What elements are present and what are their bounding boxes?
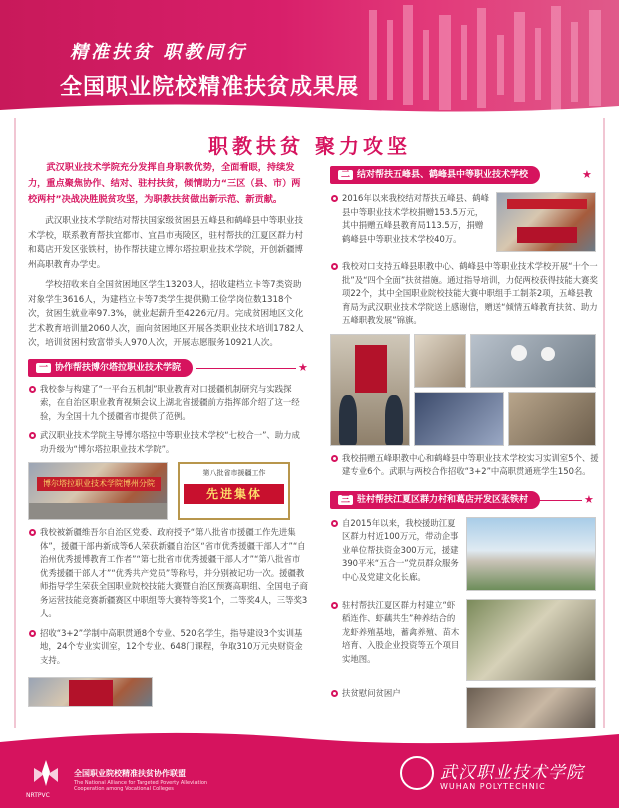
header-banner bbox=[0, 0, 619, 118]
section-1-number: 一 bbox=[36, 363, 51, 373]
section-3-title: 驻村帮扶江夏区群力村和葛店开发区张铁村 bbox=[357, 494, 529, 505]
classroom-photo bbox=[414, 392, 504, 446]
section-3-tab bbox=[330, 491, 540, 509]
list-item: 武汉职业技术学院主导博尔塔拉中等职业技术学校“七校合一”、助力成功升级为“博尔塔拉职业技术学院”。 bbox=[28, 429, 308, 456]
section-3-second-row bbox=[330, 599, 600, 683]
section-2-tab bbox=[330, 166, 540, 184]
section-3-header bbox=[330, 491, 600, 509]
section-2-header bbox=[330, 166, 600, 184]
training-photo-1 bbox=[414, 334, 466, 388]
award-title: 第八批省市援疆工作 bbox=[202, 469, 266, 477]
section-1-title: 协作帮扶博尔塔拉职业技术学院 bbox=[55, 362, 182, 373]
footer bbox=[0, 728, 619, 808]
bullet-icon bbox=[331, 195, 338, 202]
list-item: 我校捐赠五峰职教中心和鹤峰县中等职业技术学校实习实训室5个、援建专业6个。武职与两校合作招收“3+2”中高职贯通班学生150名。 bbox=[330, 452, 600, 479]
list-item: 2016年以来我校结对帮扶五峰县、鹤峰县中等职业技术学校捐赠153.5万元，其中捐赠五峰县教育局113.5万，捐赠鹤峰县中等职业技术学校40万。 bbox=[330, 192, 490, 246]
bullet-icon bbox=[331, 263, 338, 270]
overview-paragraph: 武汉职业技术学院结对帮扶国家级贫困县五峰县和鹤峰县中等职业技术学校，联系教育帮扶宜都市、宜昌市夷陵区，驻村帮扶的江夏区群力村和葛店开发区张铁村，协作帮扶建立博尔塔拉职业技术学院，开创新疆博州高职教育办学史。 bbox=[28, 216, 304, 270]
page-title: 职教扶贫 聚力攻坚 bbox=[208, 134, 411, 158]
header-wave bbox=[0, 100, 619, 118]
section-3-first-row bbox=[330, 517, 600, 593]
footer-wave bbox=[0, 728, 619, 750]
school-name-en: WUHAN POLYTECHNIC bbox=[440, 782, 546, 791]
alliance-abbr: NRTPVC bbox=[26, 792, 50, 799]
exhibition-title: 全国职业院校精准扶贫成果展 bbox=[60, 75, 360, 100]
pennant-photo bbox=[330, 334, 410, 446]
flag-presentation-photo bbox=[28, 677, 153, 707]
right-column bbox=[330, 160, 600, 747]
farming-photo bbox=[466, 599, 596, 681]
star-icon: ★ bbox=[584, 492, 594, 506]
donation-photo bbox=[496, 192, 596, 252]
school-name: 武汉职业技术学院 bbox=[440, 763, 584, 783]
school-emblem-icon bbox=[400, 756, 434, 790]
section-3-rule bbox=[538, 500, 582, 501]
bullet-icon bbox=[29, 529, 36, 536]
bullet-icon bbox=[331, 690, 338, 697]
alliance-logo-icon bbox=[28, 758, 64, 788]
section-2-photos bbox=[330, 334, 600, 446]
section-2-title: 结对帮扶五峰县、鹤峰县中等职业技术学校 bbox=[357, 170, 529, 180]
section-1-photos bbox=[28, 462, 308, 520]
list-item: 我校对口支持五峰县职教中心、鹤峰县中等职业技术学校开展“十个一批”及“四个全面”扶贫措施。通过指导培训，力促两校获得技能大赛奖项22个，其中全国职业院校技能大赛中职组手工制茶2项，五峰县教育局为武汉职业技术学院送上感谢信，赠送“倾情五峰教育扶贫、助力五峰职教发展”锦旗。 bbox=[330, 260, 600, 328]
service-center-photo bbox=[466, 517, 596, 591]
section-2-first-row bbox=[330, 192, 600, 254]
list-item: 扶贫慰问贫困户 bbox=[330, 687, 460, 701]
section-1-tab bbox=[28, 359, 193, 377]
section-1-rule bbox=[196, 368, 296, 369]
campus-photo bbox=[28, 462, 168, 520]
bullet-icon bbox=[331, 455, 338, 462]
alliance-name-en: The National Alliance for Targeted Poverty Alleviation Cooperation among Vocational Colleges bbox=[74, 780, 208, 792]
list-item: 驻村帮扶江夏区群力村建立“虾稻连作、虾藕共生”种养结合的龙虾养殖基地，蓄禽养殖、苗木培育、入股企业投资等五个项目实地图。 bbox=[330, 599, 460, 667]
left-column-photos bbox=[28, 677, 308, 707]
award-main: 先进集体 bbox=[184, 484, 284, 504]
section-1-header bbox=[28, 359, 308, 377]
list-item: 招收“3+2”学制中高职贯通8个专业、520名学生，指导建设3个实训基地，24个专业实训室，12个专业、648门课程，争取310万元央财资金支持。 bbox=[28, 627, 308, 668]
slogan: 精准扶贫 职教同行 bbox=[70, 42, 248, 63]
list-item: 我校参与构建了“一平台五机制”职业教育对口援疆机制研究与实践探索，在自治区职业教育视频会议上湖北省援疆前方指挥部介绍了这一经验，为全国十九个援疆省市提供了范例。 bbox=[28, 383, 308, 424]
left-column bbox=[28, 160, 308, 707]
award-plaque bbox=[178, 462, 290, 520]
alliance-name: 全国职业院校精准扶贫协作联盟 bbox=[74, 769, 186, 778]
star-icon: ★ bbox=[582, 168, 592, 181]
section-3-number: 三 bbox=[338, 495, 353, 505]
robot-photo bbox=[470, 334, 596, 388]
bullet-icon bbox=[331, 520, 338, 527]
bullet-icon bbox=[331, 602, 338, 609]
statistics-paragraph: 学校招收来自全国贫困地区学生13203人，招收建档立卡等7类资助对象学生3616人，为建档立卡等7类学生提供勤工俭学岗位数1318个次，贫困生就业率97.3%，就业起薪升至4226元/月。完成贫困地区文化艺术教育培训量2060人次，面向贫困地区开展各类职业技术培训1782人次，培训贫困村致富带头人970人次，开展志愿服务10921人次。 bbox=[28, 280, 304, 348]
workshop-photo bbox=[508, 392, 596, 446]
intro-paragraph: 武汉职业技术学院充分发挥自身职教优势，全面看眼，持续发力，重点聚焦协作、结对、驻村扶贫，倾情助力“三区（县、市）两校两村”决战决胜脱贫攻坚，为职教扶贫做出新示范、新贡献。 bbox=[28, 162, 301, 205]
section-2-number: 二 bbox=[338, 170, 353, 180]
bullet-icon bbox=[29, 432, 36, 439]
list-item: 我校被新疆维吾尔自治区党委、政府授予“第八批省市援疆工作先进集体”，援疆干部冉新成等6人荣获新疆自治区“省市优秀援疆干部人才”“自治州优秀援博教育工作者”“第七批省市优秀援疆干部人才”“第八批省市优秀援疆干部人才”“优秀共产党员”等称号，并分别被记功一次。援疆教师指导学生荣获全国职业院校技能大赛暨自治区预赛高职组、全国电子商务运营技能竞赛新疆赛区中职组等大赛特等奖1个，二等奖4人，三等奖3人。 bbox=[28, 526, 308, 621]
campus-banner: 博尔塔拉职业技术学院博州分院 bbox=[37, 477, 161, 491]
bullet-icon bbox=[29, 386, 36, 393]
bullet-icon bbox=[29, 630, 36, 637]
list-item: 自2015年以来，我校援助江夏区群力村近100万元，带动企事业单位帮扶资金300万元，援建390平米“五合一”党员群众服务中心及党建文化长廊。 bbox=[330, 517, 460, 585]
star-icon: ★ bbox=[298, 360, 308, 374]
